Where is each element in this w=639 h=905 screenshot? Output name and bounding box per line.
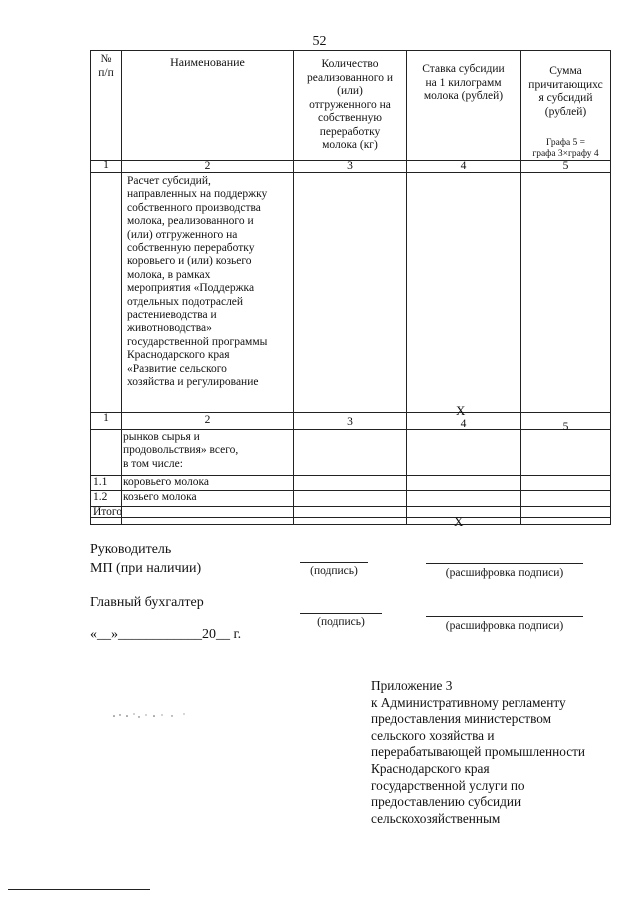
- appendix-header: Приложение 3 к Административному регламенту предоставления министерством сельского хозяйства и перерабатывающей промышленности Краснодарского края государственной услуги по предоставлению субсидии сельскохозяйственным: [371, 678, 586, 826]
- col-number-2-repeat: 2: [204, 414, 211, 426]
- description-cell-continued: рынков сырья и продовольствия» всего, в том числе:: [123, 431, 239, 470]
- col-number-1: 1: [103, 159, 109, 171]
- accountant-label: Главный бухгалтер: [90, 595, 204, 610]
- cross-mark: Х: [456, 403, 466, 418]
- col-number-1-repeat: 1: [103, 412, 109, 424]
- col-number-3-repeat: 3: [347, 416, 353, 428]
- signature-line: [300, 613, 382, 614]
- col-number-3: 3: [347, 160, 353, 172]
- page-number: 52: [312, 34, 327, 49]
- header-name: Наименование: [170, 55, 245, 69]
- signature-caption: (подпись): [310, 565, 358, 577]
- stamp-label: МП (при наличии): [90, 561, 202, 576]
- header-sum-formula: Графа 5 = графа 3×графу 4: [532, 138, 599, 159]
- header-rate: Ставка субсидии на 1 килограмм молока (рублей): [422, 63, 505, 102]
- row-name: коровьего молока: [123, 476, 209, 488]
- header-sum: Сумма причитающихс я субсидий (рублей): [528, 65, 603, 118]
- head-label: Руководитель: [90, 542, 172, 557]
- decoding-line: [426, 563, 583, 564]
- col-number-4: 4: [460, 160, 467, 172]
- col-number-5: 5: [562, 160, 569, 172]
- decoding-line: [426, 616, 583, 617]
- footnote-separator: [8, 889, 150, 890]
- signature-caption: (подпись): [317, 616, 365, 628]
- decoding-caption: (расшифровка подписи): [445, 620, 564, 632]
- date-field: «__»____________20__ г.: [90, 627, 242, 642]
- total-label: Итого: [93, 506, 123, 518]
- row-number: 1.1: [93, 476, 108, 488]
- scan-noise: [110, 710, 210, 720]
- col-number-2: 2: [204, 160, 211, 172]
- cross-mark-total: Х: [454, 514, 464, 529]
- col-number-5-repeat: 5: [562, 421, 569, 433]
- description-cell: Расчет субсидий, направленных на поддержку собственного производства молока, реализованного и (или) отгруженного на собственную переработку коровьего и (или) козьего молока, в рамках мероприятия «Поддержка отдельных подотраслей растениеводства и животноводства» государственной программы Краснодарского края «Развитие сельского хозяйства и регулирование: [127, 175, 268, 389]
- row-name: козьего молока: [123, 491, 197, 503]
- col-number-4-repeat: 4: [460, 418, 467, 430]
- signature-line: [300, 562, 368, 563]
- header-number: № п/п: [98, 53, 114, 79]
- header-quantity: Количество реализованного и (или) отгруженного на собственную переработку молока (кг): [307, 58, 393, 151]
- row-number: 1.2: [93, 491, 108, 503]
- subsidy-table: [90, 50, 611, 529]
- decoding-caption: (расшифровка подписи): [445, 567, 564, 579]
